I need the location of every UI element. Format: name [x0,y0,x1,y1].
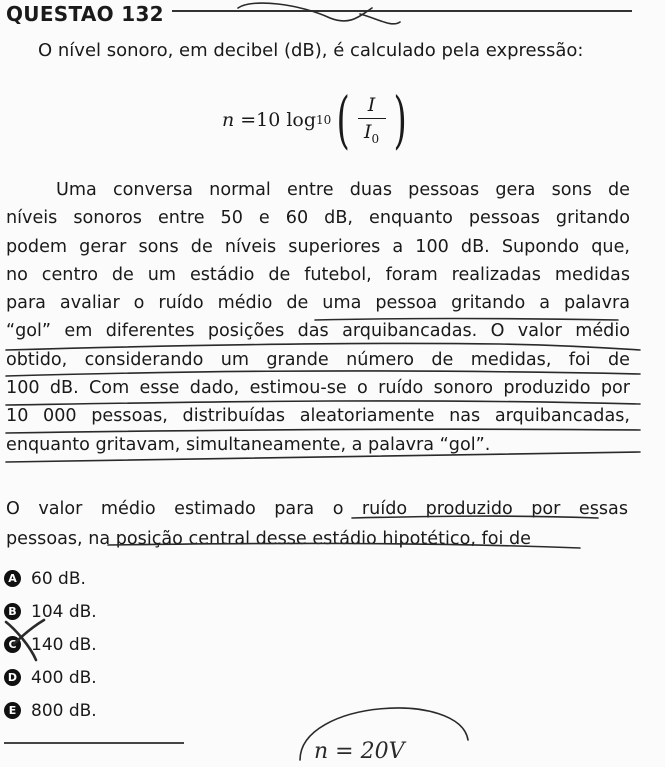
option-text: 60 dB. [31,568,86,589]
answer-options [4,562,97,727]
body-line: enquanto gritavam, simultaneamente, a palavra “gol”. [6,434,491,455]
prompt-line: pessoas, na posição central desse estádio hipotético, foi de [6,529,531,549]
option-d[interactable] [4,661,97,694]
option-b[interactable] [4,595,97,628]
body-line: Uma conversa normal entre duas pessoas gera sons de [56,180,630,200]
question-prompt [6,494,628,554]
option-letter-badge: A [4,570,21,587]
decibel-formula [222,82,412,158]
footer-rule [4,742,184,744]
header-rule [172,10,632,12]
prompt-line: O valor médio estimado para o ruído produzido por essas [6,499,628,519]
formula-open-paren: ( [336,83,351,156]
formula-equals: = [240,109,257,131]
question-body [6,176,630,459]
body-line: 100 dB. Com esse dado, estimou-se o ruído sonoro produzido por [6,378,630,399]
body-line: para avaliar o ruído médio de uma pessoa gritando a palavra [6,293,630,314]
option-a[interactable] [4,562,97,595]
option-letter-badge: B [4,603,21,620]
body-line: obtido, considerando um grande número de medidas, foi de [6,349,630,370]
option-text: 400 dB. [31,667,97,688]
body-line: níveis sonoros entre 50 e 60 dB, enquanto pessoas gritando [6,208,630,229]
circle-handwritten-note [300,708,468,760]
question-title: QUESTAO 132 [6,2,164,26]
body-line: podem gerar sons de níveis superiores a 100 dB. Supondo que, [6,236,630,257]
question-intro: O nível sonoro, em decibel (dB), é calculado pela expressão: [38,40,584,61]
option-text: 140 dB. [31,634,97,655]
option-text: 800 dB. [31,700,97,721]
formula-denominator-sub: 0 [371,132,380,147]
body-line: “gol” em diferentes posições das arquibancadas. O valor médio [6,321,630,342]
option-e[interactable] [4,694,97,727]
formula-log: log [286,109,317,131]
formula-fraction [358,94,386,146]
body-line: no centro de um estádio de futebol, foram realizadas medidas [6,264,630,285]
formula-close-paren: ) [392,83,407,156]
formula-numerator: I [367,93,376,116]
option-letter-badge: E [4,702,21,719]
option-letter-badge: D [4,669,21,686]
option-letter-badge: C [4,636,21,653]
formula-denominator: $I_0$ [363,121,380,147]
option-c[interactable] [4,628,97,661]
formula-coef: 10 [256,109,281,131]
formula-log-base: 10 [316,113,332,127]
option-text: 104 dB. [31,601,97,622]
body-line: 10 000 pessoas, distribuídas aleatoriamente nas arquibancadas, [6,406,630,427]
handwritten-note: n = 20V [314,739,405,764]
scribble-top-2 [360,14,400,24]
formula-lhs: n [222,109,235,131]
